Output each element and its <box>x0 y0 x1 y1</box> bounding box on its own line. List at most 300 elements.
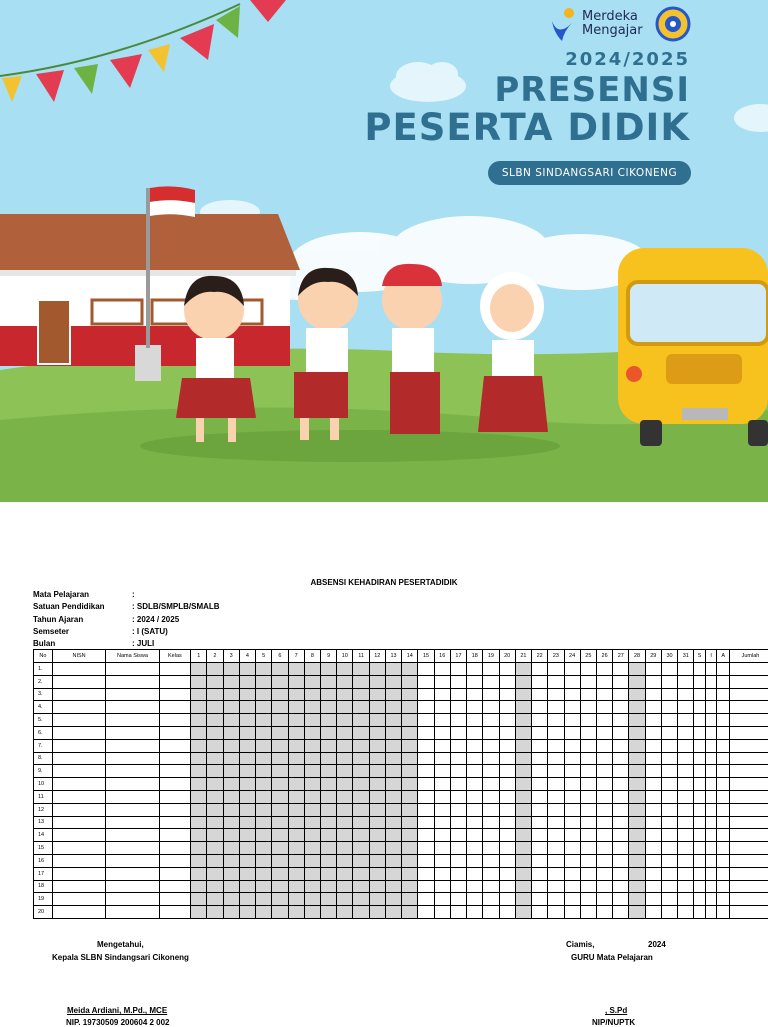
day-cell <box>580 688 596 701</box>
nisn-cell <box>52 829 105 842</box>
meta-value: : <box>132 590 135 599</box>
day-cell <box>678 842 694 855</box>
day-cell <box>678 829 694 842</box>
day-cell <box>434 906 450 919</box>
kelas-cell <box>159 688 190 701</box>
col-header-day: 7 <box>288 650 304 663</box>
s-cell <box>694 675 706 688</box>
day-cell <box>191 663 207 676</box>
day-cell <box>645 803 661 816</box>
day-cell <box>450 752 466 765</box>
day-cell <box>239 867 255 880</box>
academic-year: 2024/2025 <box>565 49 690 70</box>
day-cell <box>272 675 288 688</box>
day-cell <box>353 893 369 906</box>
day-cell <box>596 880 612 893</box>
day-cell <box>191 688 207 701</box>
day-cell <box>369 816 385 829</box>
day-cell <box>515 688 531 701</box>
day-cell <box>304 663 320 676</box>
col-header-day: 29 <box>645 650 661 663</box>
day-cell <box>483 893 499 906</box>
day-cell <box>385 854 401 867</box>
day-cell <box>467 675 483 688</box>
day-cell <box>320 765 336 778</box>
day-cell <box>304 688 320 701</box>
nama-cell <box>106 714 159 727</box>
day-cell <box>369 663 385 676</box>
jumlah-cell <box>729 893 768 906</box>
day-cell <box>256 765 272 778</box>
day-cell <box>402 688 418 701</box>
col-header-day: 5 <box>256 650 272 663</box>
day-cell <box>596 854 612 867</box>
day-cell <box>580 842 596 855</box>
day-cell <box>564 688 580 701</box>
day-cell <box>499 790 515 803</box>
day-cell <box>304 906 320 919</box>
day-cell <box>661 790 677 803</box>
table-row <box>34 803 768 816</box>
row-number: 14 <box>34 829 53 842</box>
day-cell <box>483 867 499 880</box>
day-cell <box>629 752 645 765</box>
day-cell <box>288 893 304 906</box>
day-cell <box>450 739 466 752</box>
day-cell <box>564 893 580 906</box>
day-cell <box>288 906 304 919</box>
s-cell <box>694 714 706 727</box>
day-cell <box>596 701 612 714</box>
day-cell <box>499 765 515 778</box>
day-cell <box>629 714 645 727</box>
day-cell <box>369 829 385 842</box>
day-cell <box>515 829 531 842</box>
col-header-day: 2 <box>207 650 223 663</box>
day-cell <box>320 714 336 727</box>
i-cell <box>705 765 717 778</box>
kelas-cell <box>159 778 190 791</box>
col-header-day: 12 <box>369 650 385 663</box>
day-cell <box>385 829 401 842</box>
day-cell <box>596 752 612 765</box>
attendance-table <box>33 649 768 919</box>
a-cell <box>717 842 730 855</box>
day-cell <box>548 688 564 701</box>
school-bus-icon <box>618 248 768 446</box>
col-header-day: 20 <box>499 650 515 663</box>
day-cell <box>272 906 288 919</box>
day-cell <box>678 663 694 676</box>
col-header-no: No <box>34 650 53 663</box>
day-cell <box>288 880 304 893</box>
meta-label: Tahun Ajaran <box>33 614 132 626</box>
day-cell <box>288 688 304 701</box>
day-cell <box>434 688 450 701</box>
day-cell <box>629 688 645 701</box>
day-cell <box>499 778 515 791</box>
day-cell <box>661 906 677 919</box>
kelas-cell <box>159 816 190 829</box>
day-cell <box>450 778 466 791</box>
col-header-i: I <box>705 650 717 663</box>
day-cell <box>499 816 515 829</box>
day-cell <box>548 816 564 829</box>
nama-cell <box>106 816 159 829</box>
day-cell <box>239 829 255 842</box>
day-cell <box>613 726 629 739</box>
day-cell <box>402 790 418 803</box>
day-cell <box>207 803 223 816</box>
day-cell <box>191 829 207 842</box>
day-cell <box>256 893 272 906</box>
day-cell <box>580 816 596 829</box>
day-cell <box>629 726 645 739</box>
jumlah-cell <box>729 739 768 752</box>
day-cell <box>272 893 288 906</box>
day-cell <box>450 816 466 829</box>
day-cell <box>645 880 661 893</box>
day-cell <box>304 701 320 714</box>
meta-value: : JULI <box>132 639 154 648</box>
day-cell <box>320 842 336 855</box>
jumlah-cell <box>729 765 768 778</box>
day-cell <box>223 803 239 816</box>
day-cell <box>385 726 401 739</box>
s-cell <box>694 726 706 739</box>
day-cell <box>385 893 401 906</box>
row-number: 15 <box>34 842 53 855</box>
nama-cell <box>106 765 159 778</box>
col-header-day: 8 <box>304 650 320 663</box>
day-cell <box>434 739 450 752</box>
day-cell <box>191 816 207 829</box>
brand-line2: Mengajar <box>582 24 643 38</box>
day-cell <box>385 675 401 688</box>
nisn-cell <box>52 739 105 752</box>
sig-left-line2: Kepala SLBN Sindangsari Cikoneng <box>52 953 189 962</box>
day-cell <box>191 765 207 778</box>
day-cell <box>564 739 580 752</box>
day-cell <box>483 829 499 842</box>
sheet-heading: ABSENSI KEHADIRAN PESERTADIDIK <box>0 578 768 587</box>
nisn-cell <box>52 790 105 803</box>
col-header-day: 24 <box>564 650 580 663</box>
row-number: 8. <box>34 752 53 765</box>
day-cell <box>515 765 531 778</box>
a-cell <box>717 675 730 688</box>
day-cell <box>207 739 223 752</box>
day-cell <box>532 675 548 688</box>
day-cell <box>353 816 369 829</box>
day-cell <box>515 675 531 688</box>
day-cell <box>548 790 564 803</box>
day-cell <box>499 675 515 688</box>
day-cell <box>418 829 434 842</box>
day-cell <box>369 867 385 880</box>
day-cell <box>256 739 272 752</box>
day-cell <box>369 701 385 714</box>
day-cell <box>434 765 450 778</box>
day-cell <box>483 726 499 739</box>
col-header-day: 19 <box>483 650 499 663</box>
day-cell <box>548 854 564 867</box>
day-cell <box>613 816 629 829</box>
day-cell <box>483 778 499 791</box>
day-cell <box>515 803 531 816</box>
day-cell <box>661 842 677 855</box>
day-cell <box>207 842 223 855</box>
day-cell <box>548 842 564 855</box>
a-cell <box>717 688 730 701</box>
day-cell <box>596 688 612 701</box>
day-cell <box>467 867 483 880</box>
day-cell <box>320 688 336 701</box>
day-cell <box>239 778 255 791</box>
day-cell <box>661 714 677 727</box>
day-cell <box>499 752 515 765</box>
day-cell <box>515 663 531 676</box>
day-cell <box>418 893 434 906</box>
day-cell <box>223 842 239 855</box>
col-header-day: 1 <box>191 650 207 663</box>
day-cell <box>418 765 434 778</box>
day-cell <box>191 906 207 919</box>
col-header-day: 4 <box>239 650 255 663</box>
day-cell <box>532 778 548 791</box>
day-cell <box>467 893 483 906</box>
day-cell <box>402 880 418 893</box>
day-cell <box>548 906 564 919</box>
day-cell <box>256 675 272 688</box>
jumlah-cell <box>729 854 768 867</box>
day-cell <box>369 675 385 688</box>
day-cell <box>207 867 223 880</box>
day-cell <box>304 726 320 739</box>
i-cell <box>705 880 717 893</box>
day-cell <box>418 663 434 676</box>
jumlah-cell <box>729 816 768 829</box>
row-number: 19 <box>34 893 53 906</box>
day-cell <box>207 701 223 714</box>
nama-cell <box>106 663 159 676</box>
day-cell <box>483 842 499 855</box>
day-cell <box>499 688 515 701</box>
day-cell <box>613 842 629 855</box>
nisn-cell <box>52 752 105 765</box>
day-cell <box>515 893 531 906</box>
day-cell <box>678 867 694 880</box>
day-cell <box>288 790 304 803</box>
nisn-cell <box>52 854 105 867</box>
jumlah-cell <box>729 906 768 919</box>
jumlah-cell <box>729 829 768 842</box>
s-cell <box>694 790 706 803</box>
day-cell <box>272 701 288 714</box>
day-cell <box>515 726 531 739</box>
day-cell <box>499 829 515 842</box>
row-number: 3. <box>34 688 53 701</box>
day-cell <box>337 714 353 727</box>
day-cell <box>548 893 564 906</box>
day-cell <box>207 752 223 765</box>
nisn-cell <box>52 842 105 855</box>
day-cell <box>678 701 694 714</box>
day-cell <box>369 765 385 778</box>
nama-cell <box>106 906 159 919</box>
i-cell <box>705 675 717 688</box>
day-cell <box>450 701 466 714</box>
day-cell <box>483 675 499 688</box>
day-cell <box>223 816 239 829</box>
col-header-day: 15 <box>418 650 434 663</box>
nisn-cell <box>52 906 105 919</box>
day-cell <box>645 739 661 752</box>
school-emblem-icon <box>655 6 691 42</box>
sig-right-year: 2024 <box>648 940 666 949</box>
day-cell <box>418 726 434 739</box>
day-cell <box>256 701 272 714</box>
col-header-day: 22 <box>532 650 548 663</box>
day-cell <box>515 842 531 855</box>
col-header-day: 14 <box>402 650 418 663</box>
day-cell <box>629 663 645 676</box>
day-cell <box>467 663 483 676</box>
day-cell <box>645 726 661 739</box>
day-cell <box>256 816 272 829</box>
row-number: 16 <box>34 854 53 867</box>
day-cell <box>483 701 499 714</box>
day-cell <box>337 726 353 739</box>
day-cell <box>499 867 515 880</box>
day-cell <box>304 842 320 855</box>
col-header-day: 28 <box>629 650 645 663</box>
day-cell <box>256 714 272 727</box>
day-cell <box>304 765 320 778</box>
day-cell <box>207 778 223 791</box>
kelas-cell <box>159 739 190 752</box>
sig-left-nip: NIP. 19730509 200604 2 002 <box>66 1018 170 1027</box>
day-cell <box>304 739 320 752</box>
day-cell <box>402 829 418 842</box>
day-cell <box>629 803 645 816</box>
jumlah-cell <box>729 701 768 714</box>
day-cell <box>661 854 677 867</box>
day-cell <box>402 803 418 816</box>
day-cell <box>369 790 385 803</box>
day-cell <box>613 739 629 752</box>
meta-row <box>33 589 220 601</box>
jumlah-cell <box>729 752 768 765</box>
day-cell <box>483 906 499 919</box>
day-cell <box>467 842 483 855</box>
col-header-day: 27 <box>613 650 629 663</box>
day-cell <box>304 714 320 727</box>
col-header-day: 10 <box>337 650 353 663</box>
day-cell <box>320 829 336 842</box>
day-cell <box>613 790 629 803</box>
day-cell <box>385 714 401 727</box>
day-cell <box>256 790 272 803</box>
day-cell <box>613 829 629 842</box>
day-cell <box>548 675 564 688</box>
day-cell <box>337 790 353 803</box>
jumlah-cell <box>729 867 768 880</box>
day-cell <box>678 675 694 688</box>
day-cell <box>532 752 548 765</box>
day-cell <box>320 790 336 803</box>
day-cell <box>434 714 450 727</box>
day-cell <box>256 778 272 791</box>
day-cell <box>645 778 661 791</box>
day-cell <box>515 752 531 765</box>
day-cell <box>402 854 418 867</box>
day-cell <box>499 854 515 867</box>
meta-value: : I (SATU) <box>132 627 168 636</box>
day-cell <box>369 752 385 765</box>
day-cell <box>353 880 369 893</box>
day-cell <box>256 906 272 919</box>
day-cell <box>320 893 336 906</box>
day-cell <box>661 726 677 739</box>
day-cell <box>434 854 450 867</box>
day-cell <box>239 803 255 816</box>
day-cell <box>661 880 677 893</box>
day-cell <box>272 829 288 842</box>
a-cell <box>717 803 730 816</box>
kelas-cell <box>159 893 190 906</box>
day-cell <box>239 663 255 676</box>
day-cell <box>483 790 499 803</box>
i-cell <box>705 701 717 714</box>
day-cell <box>629 701 645 714</box>
day-cell <box>434 726 450 739</box>
day-cell <box>402 906 418 919</box>
day-cell <box>678 688 694 701</box>
table-row <box>34 739 768 752</box>
day-cell <box>580 854 596 867</box>
day-cell <box>532 880 548 893</box>
day-cell <box>191 739 207 752</box>
day-cell <box>645 854 661 867</box>
day-cell <box>450 790 466 803</box>
day-cell <box>402 842 418 855</box>
day-cell <box>288 842 304 855</box>
kelas-cell <box>159 867 190 880</box>
day-cell <box>385 790 401 803</box>
cover-title-line2: PESERTA DIDIK <box>364 106 690 149</box>
kelas-cell <box>159 790 190 803</box>
col-header-nama: Nama Siswa <box>106 650 159 663</box>
s-cell <box>694 880 706 893</box>
row-number: 10 <box>34 778 53 791</box>
day-cell <box>256 854 272 867</box>
day-cell <box>272 803 288 816</box>
sig-right-role: GURU Mata Pelajaran <box>571 953 653 962</box>
s-cell <box>694 893 706 906</box>
day-cell <box>337 842 353 855</box>
day-cell <box>369 854 385 867</box>
row-number: 1. <box>34 663 53 676</box>
day-cell <box>272 752 288 765</box>
day-cell <box>564 663 580 676</box>
s-cell <box>694 739 706 752</box>
s-cell <box>694 765 706 778</box>
day-cell <box>564 803 580 816</box>
day-cell <box>613 906 629 919</box>
kelas-cell <box>159 714 190 727</box>
day-cell <box>256 726 272 739</box>
